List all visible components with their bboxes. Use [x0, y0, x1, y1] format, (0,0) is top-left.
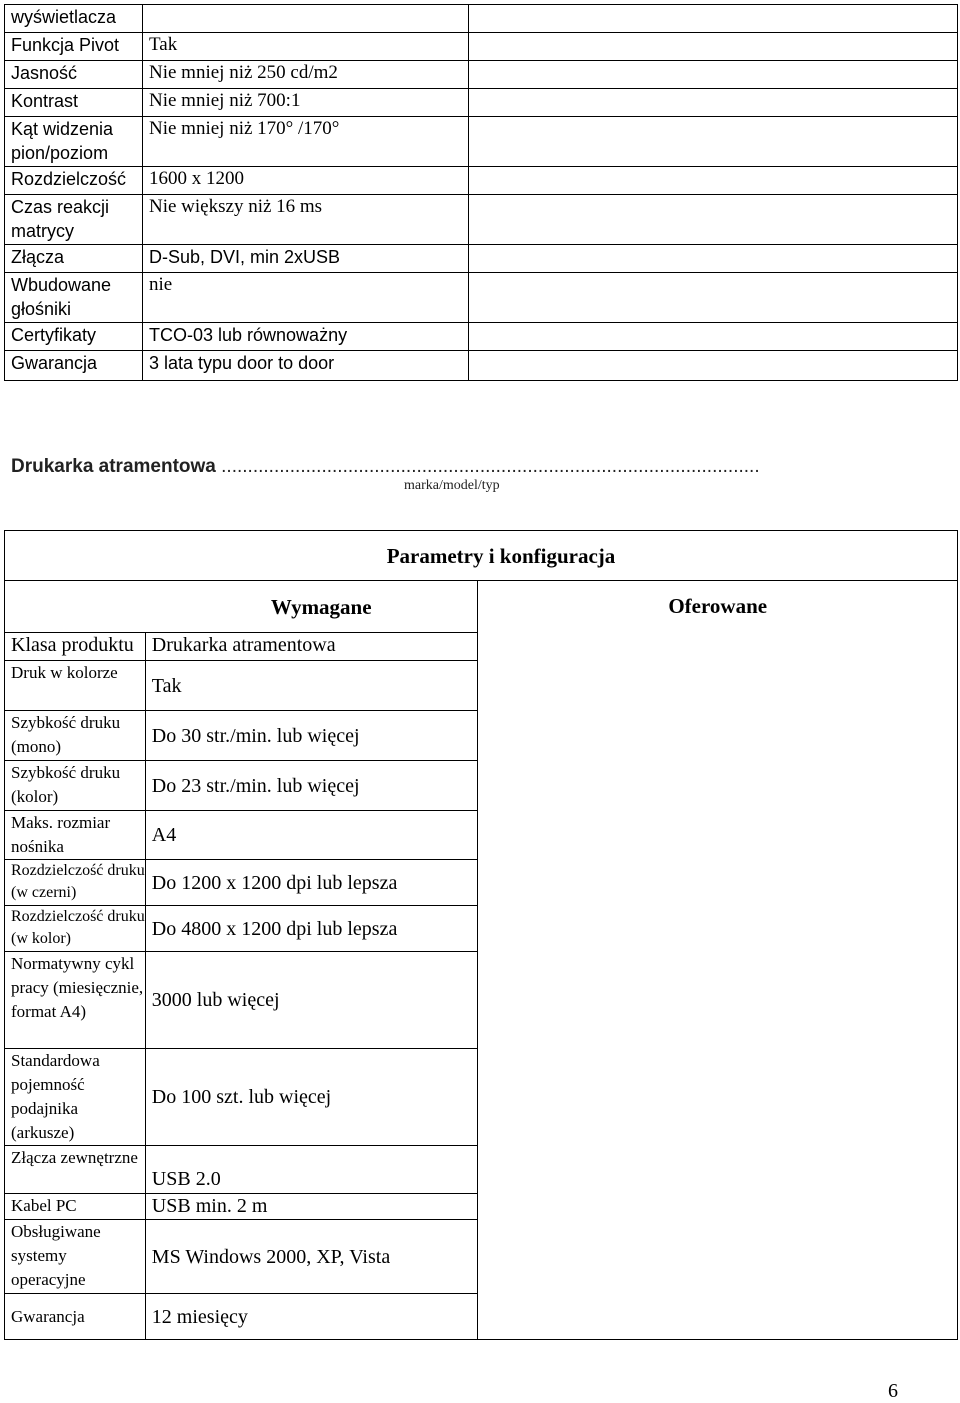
spec-value: Nie większy niż 16 ms — [143, 195, 469, 245]
offered-cell — [469, 117, 958, 167]
table-row — [5, 351, 958, 381]
table-row — [5, 117, 958, 167]
spec-value: MS Windows 2000, XP, Vista — [145, 1220, 478, 1294]
spec-value: Do 23 str./min. lub więcej — [145, 761, 478, 811]
spec-value: D-Sub, DVI, min 2xUSB — [143, 245, 469, 273]
spec-value: Do 30 str./min. lub więcej — [145, 711, 478, 761]
offered-cell — [469, 245, 958, 273]
spec-value: 12 miesięcy — [145, 1294, 478, 1340]
printer-spec-table — [4, 530, 958, 1340]
spec-label: Druk w kolorze — [5, 661, 146, 711]
spec-label: Czas reakcji matrycy — [5, 195, 143, 245]
spec-label: Kąt widzenia pion/poziom — [5, 117, 143, 167]
spec-label: Standardowa pojemność podajnika (arkusze) — [5, 1049, 146, 1146]
spec-value: TCO-03 lub równoważny — [143, 323, 469, 351]
offered-header-label: Oferowane — [668, 594, 768, 618]
offered-cell — [469, 33, 958, 61]
spec-value: Do 4800 x 1200 dpi lub lepsza — [145, 906, 478, 952]
spec-label: Jasność — [5, 61, 143, 89]
offered-cell — [469, 351, 958, 381]
offered-cell — [469, 323, 958, 351]
offered-cell — [469, 89, 958, 117]
table-row — [5, 33, 958, 61]
offered-cell — [469, 273, 958, 323]
offered-cell — [469, 5, 958, 33]
spec-value: Do 100 szt. lub więcej — [145, 1049, 478, 1146]
spec-label: Wbudowane głośniki — [5, 273, 143, 323]
spec-label: Gwarancja — [5, 1294, 146, 1340]
params-header — [5, 531, 958, 581]
section-heading — [11, 456, 760, 478]
spec-label: Klasa produktu — [5, 633, 146, 661]
brand-model-label: marka/model/typ — [404, 478, 500, 493]
spec-value: Nie mniej niż 700:1 — [143, 89, 469, 117]
table-header-row — [5, 531, 958, 581]
spec-value: USB min. 2 m — [145, 1194, 478, 1220]
spec-value: Nie mniej niż 250 cd/m2 — [143, 61, 469, 89]
spec-label: wyświetlacza — [5, 5, 143, 33]
table-row — [5, 273, 958, 323]
spec-label: Rozdzielczość druku (w kolor) — [5, 906, 146, 952]
spec-label: Rozdzielczość — [5, 167, 143, 195]
spec-value: 3 lata typu door to door — [143, 351, 469, 381]
page-number: 6 — [888, 1380, 898, 1402]
table-row — [5, 5, 958, 33]
spec-label: Maks. rozmiar nośnika — [5, 811, 146, 860]
table-row — [5, 245, 958, 273]
spec-value: USB 2.0 — [145, 1146, 478, 1194]
offered-cell — [469, 195, 958, 245]
spec-value: Tak — [145, 661, 478, 711]
offered-header — [478, 581, 958, 1340]
required-header: Wymagane — [5, 581, 478, 633]
spec-value: 1600 x 1200 — [143, 167, 469, 195]
spec-label: Szybkość druku (kolor) — [5, 761, 146, 811]
table-header-row — [5, 581, 958, 633]
spec-label: Certyfikaty — [5, 323, 143, 351]
spec-value: Nie mniej niż 170° /170° — [143, 117, 469, 167]
spec-label: Normatywny cykl pracy (miesięcznie, format A4) — [5, 952, 146, 1049]
spec-value: Do 1200 x 1200 dpi lub lepsza — [145, 860, 478, 906]
spec-label: Złącza zewnętrzne — [5, 1146, 146, 1194]
offered-cell — [469, 167, 958, 195]
spec-value: nie — [143, 273, 469, 323]
spec-label: Gwarancja — [5, 351, 143, 381]
spec-label: Szybkość druku (mono) — [5, 711, 146, 761]
spec-label: Kontrast — [5, 89, 143, 117]
params-header-label: Parametry i konfiguracja — [386, 543, 616, 568]
heading-title: Drukarka atramentowa — [11, 456, 216, 477]
offered-cell — [469, 61, 958, 89]
spec-label: Rozdzielczość druku (w czerni) — [5, 860, 146, 906]
table-row — [5, 61, 958, 89]
spec-label: Złącza — [5, 245, 143, 273]
table-row — [5, 195, 958, 245]
spec-value: Drukarka atramentowa — [145, 633, 478, 661]
table-row — [5, 167, 958, 195]
spec-label: Kabel PC — [5, 1194, 146, 1220]
spec-value: Tak — [143, 33, 469, 61]
spec-value — [143, 5, 469, 33]
table-row — [5, 89, 958, 117]
spec-value: 3000 lub więcej — [145, 952, 478, 1049]
spec-label: Obsługiwane systemy operacyjne — [5, 1220, 146, 1294]
table-row — [5, 323, 958, 351]
fill-in-dots: ...................................................................................................... — [221, 456, 760, 477]
spec-label: Funkcja Pivot — [5, 33, 143, 61]
spec-value: A4 — [145, 811, 478, 860]
monitor-spec-table — [4, 4, 958, 381]
